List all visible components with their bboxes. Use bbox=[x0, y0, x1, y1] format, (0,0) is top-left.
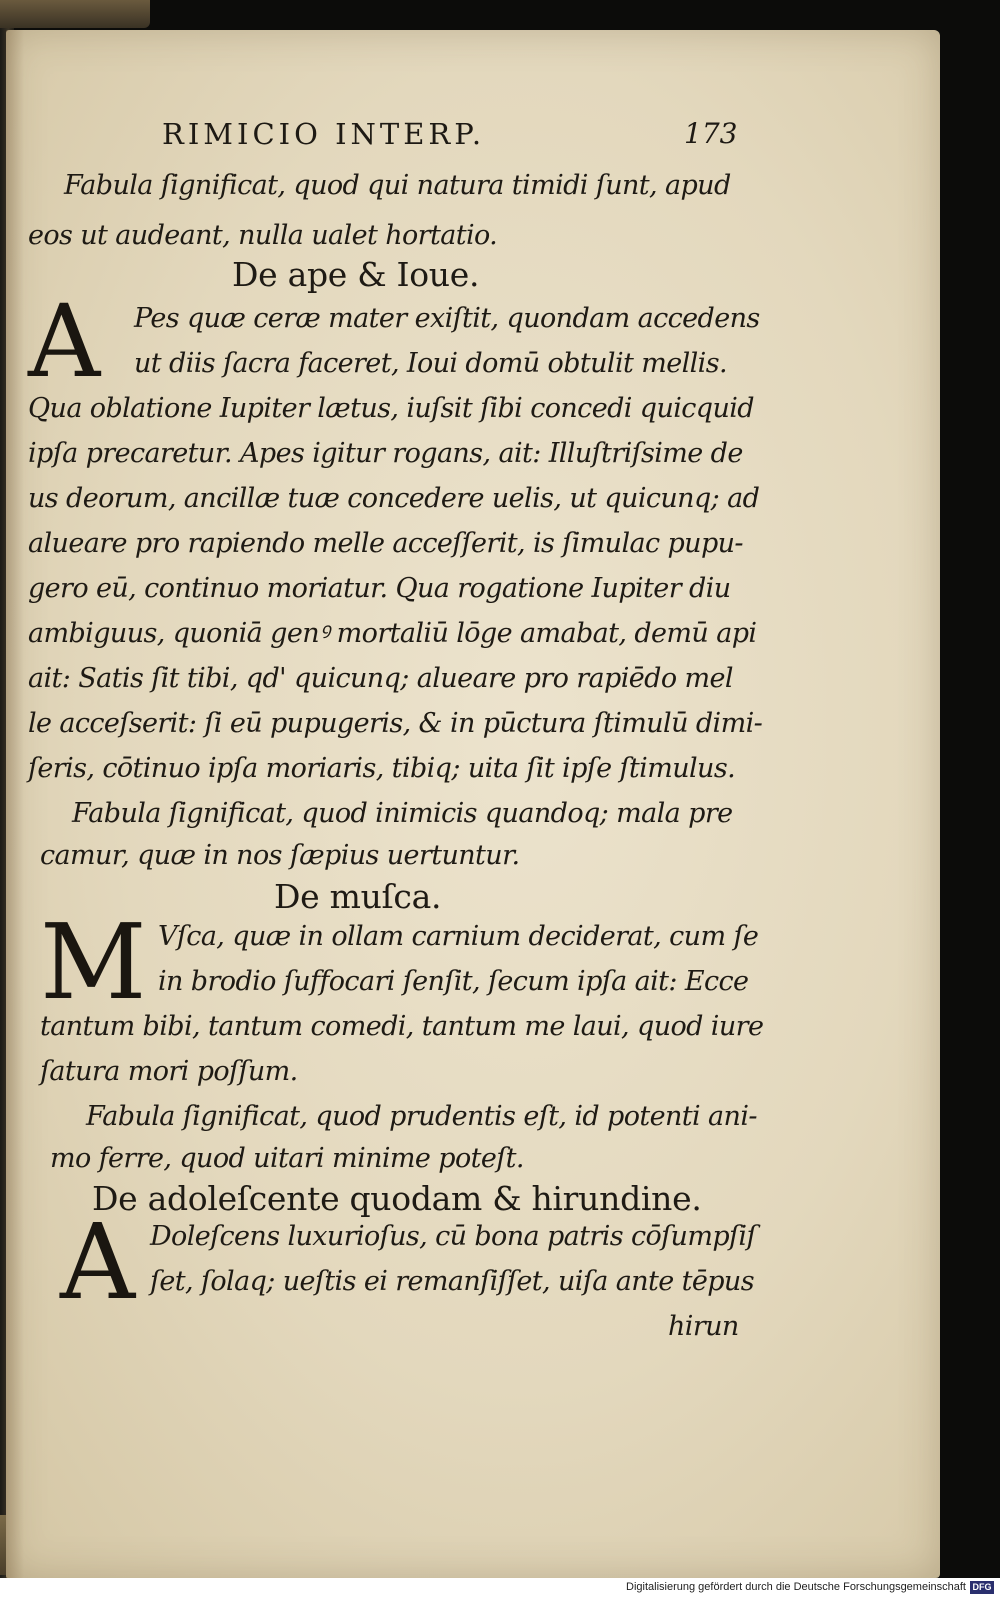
page-number: 173 bbox=[684, 117, 738, 150]
book-page bbox=[6, 30, 940, 1578]
footer-credit: Digitalisierung gefördert durch die Deutsche Forschungsgemeinschaft bbox=[626, 1581, 966, 1593]
text-line: ſet, ſolaq; ueſtis ei remanſiſſet, uiſa ante tēpus bbox=[150, 1266, 754, 1297]
text-line: ut diis ſacra faceret, Ioui domū obtulit mellis. bbox=[134, 348, 727, 379]
running-title: RIMICIO INTERP. bbox=[162, 117, 486, 151]
text-line: ait: Satis ſit tibi, qd' quicunq; alueare pro rapiēdo mel bbox=[28, 663, 733, 694]
text-line: camur, quæ in nos ſæpius uertuntur. bbox=[40, 840, 520, 871]
drop-initial: A bbox=[28, 283, 101, 400]
section-heading: De ape & Ioue. bbox=[232, 255, 480, 294]
page-gutter-shadow bbox=[6, 30, 24, 1578]
text-line: tantum bibi, tantum comedi, tantum me laui, quod iure bbox=[40, 1011, 764, 1042]
text-line: alueare pro rapiendo melle acceſſerit, is ſimulac pupu- bbox=[28, 528, 743, 559]
text-line: us deorum, ancillæ tuæ concedere uelis, ut quicunq; ad bbox=[28, 483, 760, 514]
text-line: Qua oblatione Iupiter lætus, iuſsit ſibi concedi quicquid bbox=[28, 393, 754, 424]
binding-top bbox=[0, 0, 150, 28]
text-line: gero eū, continuo moriatur. Qua rogatione Iupiter diu bbox=[28, 573, 731, 604]
text-line: Vſca, quæ in ollam carnium deciderat, cum ſe bbox=[158, 921, 759, 952]
text-line: ipſa precaretur. Apes igitur rogans, ait: Illuſtriſsime de bbox=[28, 438, 743, 469]
text-line: hirun bbox=[668, 1311, 739, 1342]
text-line: eos ut audeant, nulla ualet hortatio. bbox=[28, 220, 498, 251]
text-line: Doleſcens luxurioſus, cū bona patris cōſumpſiſ bbox=[150, 1221, 756, 1252]
text-line: in brodio ſuffocari ſenſit, ſecum ipſa ait: Ecce bbox=[158, 966, 749, 997]
section-heading: De adoleſcente quodam & hirundine. bbox=[92, 1179, 702, 1218]
text-line: ſeris, cōtinuo ipſa moriaris, tibiq; uita ſit ipſe ſtimulus. bbox=[28, 753, 736, 784]
text-line: Fabula ſignificat, quod qui natura timidi ſunt, apud bbox=[64, 170, 731, 201]
text-line: le acceſserit: ſi eū pupugeris, & in pūctura ſtimulū dimi- bbox=[28, 708, 763, 739]
text-line: Pes quæ ceræ mater exiſtit, quondam accedens bbox=[134, 303, 760, 334]
dfg-logo-icon: DFG bbox=[970, 1581, 994, 1594]
text-line: Fabula ſignificat, quod inimicis quandoq; mala pre bbox=[72, 798, 733, 829]
text-line: Fabula ſignificat, quod prudentis eſt, id potenti ani- bbox=[86, 1101, 757, 1132]
text-line: ambiguus, quoniā genꝰ mortaliū lōge amabat, demū api bbox=[28, 618, 757, 649]
section-heading: De muſca. bbox=[274, 877, 442, 916]
page-text bbox=[6, 30, 940, 1578]
drop-initial: M bbox=[40, 901, 147, 1023]
digitization-footer bbox=[0, 1578, 1000, 1598]
text-line: mo ferre, quod uitari minime poteſt. bbox=[50, 1143, 524, 1174]
text-line: ſatura mori poſſum. bbox=[40, 1056, 298, 1087]
drop-initial: A bbox=[60, 1201, 136, 1323]
